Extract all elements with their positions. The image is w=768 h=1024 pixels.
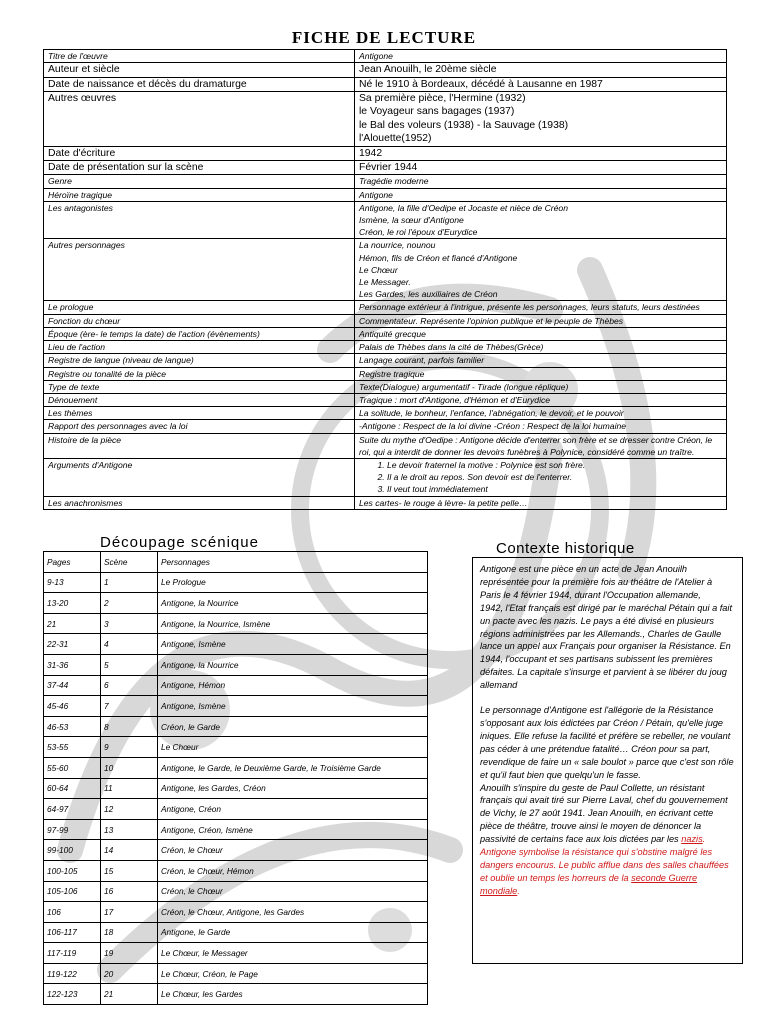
fiche-value-line: Tragédie moderne (359, 176, 429, 187)
table-cell: 8 (101, 716, 158, 737)
fiche-value (355, 407, 727, 420)
fiche-row (44, 161, 727, 175)
fiche-label: Date d'écriture (44, 146, 355, 160)
argument-item: 1. Le devoir fraternel la motive : Polynice est son frère. (387, 459, 722, 471)
table-cell: Antigone, Ismène (158, 696, 428, 717)
fiche-row (44, 327, 727, 340)
fiche-value-line: Ismène, la sœur d'Antigone (359, 215, 464, 226)
contexte-paragraph-2: Le personnage d'Antigone est l'allégorie de la Résistance s'opposant aux lois édictées par Créon / Pétain, qu'elle juge iniques. Elle refuse la facilité et préfère se rebeller, ne voulant pas céder à une prétendue fatalité… Créon pour sa part, revendique de faire un « sale boulot » parce que c'est son rôle et qu'il faut bien que quelqu'un le fasse. Anouilh s'inspire du geste de Paul Collette, un résistant français qui avait tiré sur Pierre Laval, chef du gouvernement de Vichy, le 27 août 1941. Jean Anouilh, en écrivant cette pièce de théâtre, trouve ainsi le moyen de dénoncer la passivité de certains face aux lois dictées par les nazis. Antigone symbolise la résistance qui s'obstine malgré les dangers encourus. Le public afflue dans des salles chauffées et oublie un temps les horreurs de la seconde Guerre mondiale. (480, 705, 734, 896)
fiche-row (44, 341, 727, 354)
table-row (44, 593, 428, 614)
fiche-value (355, 161, 727, 175)
table-row (44, 819, 428, 840)
fiche-row (44, 50, 727, 63)
fiche-row (44, 92, 727, 147)
table-cell: 15 (101, 860, 158, 881)
table-cell: Le Chœur (158, 737, 428, 758)
column-header: Personnages (158, 552, 428, 573)
column-header: Pages (44, 552, 101, 573)
fiche-label: Genre (44, 175, 355, 188)
fiche-label: Arguments d'Antigone (44, 458, 355, 496)
table-cell: Créon, le Chœur (158, 881, 428, 902)
fiche-value (355, 380, 727, 393)
table-cell: 60-64 (44, 778, 101, 799)
fiche-value (355, 301, 727, 314)
table-row (44, 675, 428, 696)
argument-item: 3. Il veut tout immédiatement (387, 483, 722, 495)
table-cell: 105-106 (44, 881, 101, 902)
table-cell: 12 (101, 799, 158, 820)
table-cell: Antigone, Créon, Ismène (158, 819, 428, 840)
fiche-value (355, 239, 727, 301)
fiche-label: Titre de l'œuvre (44, 50, 355, 63)
fiche-value (355, 146, 727, 160)
fiche-row (44, 433, 727, 458)
fiche-label: Rapport des personnages avec la loi (44, 420, 355, 433)
fiche-label: Autres œuvres (44, 92, 355, 147)
table-row (44, 737, 428, 758)
fiche-row-arguments (44, 458, 727, 496)
fiche-value (355, 77, 727, 91)
fiche-label: Lieu de l'action (44, 341, 355, 354)
table-cell: 1 (101, 572, 158, 593)
fiche-label: Fonction du chœur (44, 314, 355, 327)
fiche-value (355, 63, 727, 77)
fiche-label: Autres personnages (44, 239, 355, 301)
page-title: FICHE DE LECTURE (291, 28, 477, 47)
fiche-label: Registre de langue (niveau de langue) (44, 354, 355, 367)
table-row (44, 943, 428, 964)
table-row (44, 860, 428, 881)
table-cell: 11 (101, 778, 158, 799)
fiche-label: Héroïne tragique (44, 188, 355, 201)
fiche-value (355, 314, 727, 327)
table-cell: Créon, le Chœur, Antigone, les Gardes (158, 902, 428, 923)
table-cell: 17 (101, 902, 158, 923)
table-cell: 20 (101, 963, 158, 984)
fiche-label: Époque (ère- le temps la date) de l'action (évènements) (44, 327, 355, 340)
table-cell: 106-117 (44, 922, 101, 943)
fiche-value-line: -Antigone : Respect de la loi divine -Créon : Respect de la loi humaine (359, 421, 627, 432)
fiche-value-line: le Bal des voleurs (1938) - la Sauvage (1938) (359, 119, 569, 131)
table-cell: Antigone, la Nourrice, Ismène (158, 613, 428, 634)
fiche-value-line: l'Alouette(1952) (359, 133, 432, 145)
fiche-value-line: Registre tragique (359, 368, 425, 379)
fiche-label: Les antagonistes (44, 201, 355, 239)
table-cell: 97-99 (44, 819, 101, 840)
fiche-row (44, 407, 727, 420)
table-cell: 106 (44, 902, 101, 923)
table-row (44, 778, 428, 799)
table-row (44, 799, 428, 820)
table-cell: Antigone, la Nourrice (158, 654, 428, 675)
table-row (44, 572, 428, 593)
table-cell: Antigone, la Nourrice (158, 593, 428, 614)
fiche-value-line: La solitude, le bonheur, l'enfance, l'abnégation, le devoir, et le pouvoir (359, 408, 624, 419)
table-cell: 22-31 (44, 634, 101, 655)
fiche-label: Type de texte (44, 380, 355, 393)
contexte-heading: Contexte historique (496, 540, 635, 557)
fiche-label: Dénouement (44, 393, 355, 406)
fiche-value-line: Personnage extérieur à l'intrigue, présente les personnages, leurs statuts, leurs destinées (359, 302, 700, 313)
fiche-value (355, 367, 727, 380)
fiche-label: Histoire de la pièce (44, 433, 355, 458)
fiche-value-line: Suite du mythe d'Oedipe : Antigone décide d'enterrer son frère et se dresser contre Créon, le roi, qui a interdit de donner les devoirs funèbres à Polynice, considéré comme un traître. (359, 434, 713, 457)
contexte-paragraph-1: Antigone est une pièce en un acte de Jean Anouilh représentée pour la première fois au théâtre de l'Atelier à Paris le 4 février 1944, durant l'Occupation allemande, 1942, l'Etat français est dirigé par le maréchal Pétain qui a fait un pacte avec les nazis. Le pays a été divisé en plusieurs régions administrées par les Allemands., Charles de Gaulle lance un appel aux Français pour organiser la Résistance. En 1944, l'occupant et ses partisans subissent les premières défaites. La capitale s'insurge et parvient à se libérer du joug allemand (480, 564, 732, 691)
table-cell: Créon, le Garde (158, 716, 428, 737)
fiche-value-line: Commentateur. Représente l'opinion publique et le peuple de Thèbes (359, 315, 624, 326)
nazis-link[interactable]: nazis (681, 834, 703, 845)
fiche-row (44, 146, 727, 160)
scene-table-header (44, 552, 428, 573)
fiche-value (355, 92, 727, 147)
table-cell: 2 (101, 593, 158, 614)
table-cell: 122-123 (44, 984, 101, 1005)
table-row (44, 696, 428, 717)
table-cell: 21 (101, 984, 158, 1005)
table-cell: 9 (101, 737, 158, 758)
fiche-row (44, 77, 727, 91)
fiche-value-line: Créon, le roi l'époux d'Eurydice (359, 227, 478, 238)
fiche-row (44, 188, 727, 201)
table-cell: Créon, le Chœur, Hémon (158, 860, 428, 881)
table-cell: 45-46 (44, 696, 101, 717)
fiche-row (44, 367, 727, 380)
table-cell: 31-36 (44, 654, 101, 675)
table-cell: 21 (44, 613, 101, 634)
table-cell: 3 (101, 613, 158, 634)
fiche-value (355, 341, 727, 354)
table-cell: 37-44 (44, 675, 101, 696)
fiche-value: Les cartes- le rouge à lèvre- la petite pelle… (355, 496, 727, 509)
table-cell: Le Chœur, Créon, le Page (158, 963, 428, 984)
fiche-value-line: Antiquité grecque (359, 328, 426, 339)
fiche-label: Le prologue (44, 301, 355, 314)
table-cell: Antigone, Ismène (158, 634, 428, 655)
fiche-value-line: Février 1944 (359, 162, 418, 174)
fiche-label: Les anachronismes (44, 496, 355, 509)
table-cell: Antigone, Hémon (158, 675, 428, 696)
table-row (44, 922, 428, 943)
table-row (44, 613, 428, 634)
table-row (44, 902, 428, 923)
table-cell: 46-53 (44, 716, 101, 737)
fiche-value-line: Né le 1910 à Bordeaux, décédé à Lausanne en 1987 (359, 78, 603, 90)
fiche-label: Auteur et siècle (44, 63, 355, 77)
reading-sheet-table (43, 49, 727, 510)
table-cell: 4 (101, 634, 158, 655)
fiche-row (44, 175, 727, 188)
table-cell: 119-122 (44, 963, 101, 984)
fiche-value-line: Tragique : mort d'Antigone, d'Hémon et d'Eurydice (359, 394, 551, 405)
table-cell: 9-13 (44, 572, 101, 593)
fiche-value-line: Langage courant, parfois familier (359, 355, 485, 366)
fiche-value-line: Le Chœur (359, 264, 398, 275)
table-row (44, 963, 428, 984)
scene-table (43, 551, 428, 1005)
decoupage-heading: Découpage scénique (100, 534, 259, 551)
contexte-box (472, 557, 743, 964)
fiche-row (44, 63, 727, 77)
fiche-value-line: Antigone (359, 51, 393, 61)
table-cell: 14 (101, 840, 158, 861)
fiche-value (355, 175, 727, 188)
fiche-value (355, 201, 727, 239)
table-cell: 13-20 (44, 593, 101, 614)
table-cell: 6 (101, 675, 158, 696)
table-row (44, 654, 428, 675)
fiche-row-anachronismes (44, 496, 727, 509)
fiche-row (44, 420, 727, 433)
table-cell: 53-55 (44, 737, 101, 758)
table-cell: 64-97 (44, 799, 101, 820)
table-cell: 117-119 (44, 943, 101, 964)
fiche-label: Registre ou tonalité de la pièce (44, 367, 355, 380)
fiche-value-line: Texte(Dialogue) argumentatif - Tirade (longue réplique) (359, 381, 569, 392)
table-row (44, 881, 428, 902)
fiche-label: Les thèmes (44, 407, 355, 420)
table-row (44, 716, 428, 737)
fiche-value (355, 420, 727, 433)
table-cell: 16 (101, 881, 158, 902)
table-cell: 55-60 (44, 757, 101, 778)
table-cell: 100-105 (44, 860, 101, 881)
table-cell: 10 (101, 757, 158, 778)
fiche-row (44, 301, 727, 314)
table-cell: 19 (101, 943, 158, 964)
table-cell: Créon, le Chœur (158, 840, 428, 861)
table-cell: Le Chœur, les Gardes (158, 984, 428, 1005)
table-row (44, 984, 428, 1005)
fiche-label: Date de naissance et décès du dramaturge (44, 77, 355, 91)
table-cell: Antigone, Créon (158, 799, 428, 820)
fiche-row (44, 393, 727, 406)
fiche-value (355, 433, 727, 458)
fiche-value-line: Antigone (359, 189, 393, 200)
table-row (44, 757, 428, 778)
table-row (44, 634, 428, 655)
table-cell: Antigone, les Gardes, Créon (158, 778, 428, 799)
fiche-value-line: Antigone, la fille d'Oedipe et Jocaste et nièce de Créon (359, 202, 568, 213)
fiche-value-line: Le Messager. (359, 277, 411, 288)
fiche-value-line: 1942 (359, 147, 383, 159)
fiche-value-line: Jean Anouilh, le 20ème siècle (359, 64, 497, 76)
table-cell: Antigone, le Garde, le Deuxième Garde, le Troisième Garde (158, 757, 428, 778)
fiche-value (355, 393, 727, 406)
table-cell: Antigone, le Garde (158, 922, 428, 943)
fiche-value-line: Palais de Thèbes dans la cité de Thèbes(Grèce) (359, 342, 544, 353)
fiche-row (44, 314, 727, 327)
fiche-value-line: le Voyageur sans bagages (1937) (359, 106, 515, 118)
table-cell: 7 (101, 696, 158, 717)
table-cell: Le Chœur, le Messager (158, 943, 428, 964)
fiche-value-line: Hémon, fils de Créon et fiancé d'Antigone (359, 252, 518, 263)
table-cell: 18 (101, 922, 158, 943)
fiche-value-line: La nourrice, nounou (359, 240, 436, 251)
table-cell: 13 (101, 819, 158, 840)
fiche-row (44, 201, 727, 239)
fiche-value-line: Sa première pièce, l'Hermine (1932) (359, 93, 526, 105)
table-row (44, 840, 428, 861)
fiche-value (355, 458, 727, 496)
table-cell: Le Prologue (158, 572, 428, 593)
column-header: Scène (101, 552, 158, 573)
argument-item: 2. Il a le droit au repos. Son devoir est de l'enterrer. (387, 471, 722, 483)
fiche-value (355, 354, 727, 367)
fiche-value (355, 327, 727, 340)
fiche-value (355, 50, 727, 63)
fiche-row (44, 239, 727, 301)
fiche-row (44, 380, 727, 393)
table-cell: 99-100 (44, 840, 101, 861)
fiche-value (355, 188, 727, 201)
table-cell: 5 (101, 654, 158, 675)
fiche-row (44, 354, 727, 367)
guerre-link[interactable]: seconde Guerre mondiale (480, 872, 698, 896)
fiche-value-line: Les Gardes, les auxiliaires de Créon (359, 289, 498, 300)
fiche-label: Date de présentation sur la scène (44, 161, 355, 175)
